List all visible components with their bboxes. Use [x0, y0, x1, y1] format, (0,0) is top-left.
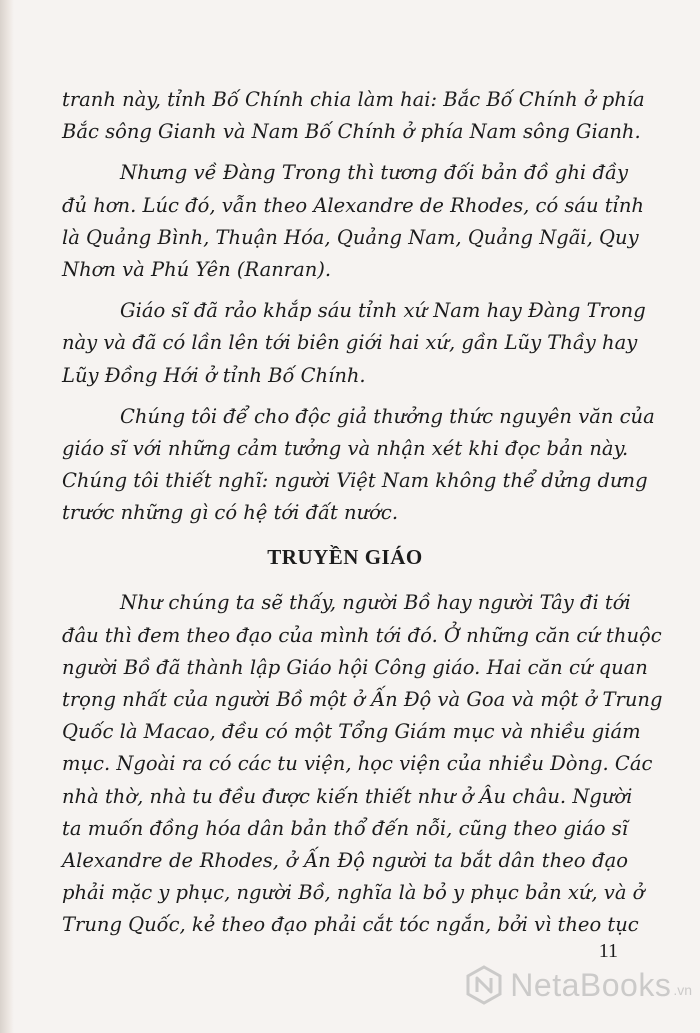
text-line: đâu thì đem theo đạo của mình tới đó. Ở những căn cứ thuộc: [62, 623, 662, 647]
text-line: Bắc sông Gianh và Nam Bố Chính ở phía Nam sông Gianh.: [62, 120, 641, 144]
text-line: Như chúng ta sẽ thấy, người Bồ hay người Tây đi tới: [120, 591, 631, 615]
text-line: trọng nhất của người Bồ một ở Ấn Độ và Goa và một ở Trung: [62, 688, 663, 711]
paragraph-gap: [62, 392, 628, 401]
text-line: ta muốn đồng hóa dân bản thổ đến nỗi, cũng theo giáo sĩ: [62, 816, 628, 840]
text-line: Giáo sĩ đã rảo khắp sáu tỉnh xứ Nam hay Đàng Trong: [120, 299, 646, 323]
text-line: đủ hơn. Lúc đó, vẫn theo Alexandre de Rhodes, có sáu tỉnh: [62, 193, 644, 217]
watermark-brand: NetaBooks: [510, 966, 672, 1003]
paragraph: [62, 587, 663, 941]
paragraph: [62, 295, 646, 392]
text-line: mục. Ngoài ra có các tu viện, học viện của nhiều Dòng. Các: [62, 752, 653, 776]
text-line: Nhưng về Đàng Trong thì tương đối bản đồ ghi đầy: [120, 161, 628, 185]
text-line: Alexandre de Rhodes, ở Ấn Độ người ta bắt dân theo đạo: [62, 848, 628, 872]
text-line: trước những gì có hệ tới đất nước.: [62, 501, 399, 525]
text-line: Quốc là Macao, đều có một Tổng Giám mục và nhiều giám: [62, 720, 641, 744]
text-line: Lũy Đồng Hới ở tỉnh Bố Chính.: [62, 363, 366, 387]
text-line: nhà thờ, nhà tu đều được kiến thiết như ở Âu châu. Người: [62, 784, 633, 808]
page-number: 11: [598, 940, 618, 962]
paragraph-gap: [62, 148, 628, 157]
text-line: phải mặc y phục, người Bồ, nghĩa là bỏ y phục bản xứ, và ở: [62, 881, 645, 905]
text-line: Nhơn và Phú Yên (Ranran).: [62, 257, 332, 281]
watermark: [464, 965, 692, 1005]
body-text: [62, 84, 663, 942]
watermark-suffix: .vn: [673, 982, 692, 998]
text-line: Trung Quốc, kẻ theo đạo phải cắt tóc ngắn, bởi vì theo tục: [62, 913, 639, 937]
paragraph: [62, 157, 644, 286]
text-line: là Quảng Bình, Thuận Hóa, Quảng Nam, Quảng Ngãi, Quy: [62, 225, 639, 249]
paragraph: [62, 84, 645, 148]
text-line: giáo sĩ với những cảm tưởng và nhận xét khi đọc bản này.: [62, 436, 629, 460]
text-line: tranh này, tỉnh Bố Chính chia làm hai: Bắc Bố Chính ở phía: [62, 88, 645, 111]
section-heading: TRUYỀN GIÁO: [267, 545, 423, 570]
paragraph: [62, 401, 655, 530]
text-line: Chúng tôi để cho độc giả thưởng thức nguyên văn của: [120, 404, 655, 428]
text-line: này và đã có lần lên tới biên giới hai xứ, gần Lũy Thầy hay: [62, 331, 638, 355]
page-gutter-shadow: [0, 0, 14, 1033]
paragraph-gap: [62, 286, 628, 295]
text-line: Chúng tôi thiết nghĩ: người Việt Nam không thể dửng dưng: [62, 469, 648, 493]
text-line: người Bồ đã thành lập Giáo hội Công giáo. Hai căn cứ quan: [62, 655, 648, 679]
netabooks-logo-icon: [464, 965, 504, 1005]
